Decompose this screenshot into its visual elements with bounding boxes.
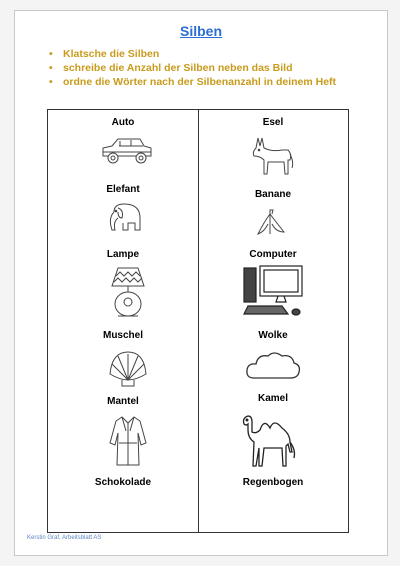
word-kamel: Kamel [257,393,288,404]
word-wolke: Wolke [258,330,288,341]
instruction-item: • schreibe die Anzahl der Silben neben das Bild [49,61,349,75]
elephant-icon [106,202,146,236]
banana-icon [254,208,288,238]
word-muschel: Muschel [102,330,143,341]
word-elefant: Elefant [106,184,140,195]
footer-credit: Kerstin Graf, Arbeitsblatt AS [27,535,102,541]
computer-icon [242,264,304,320]
word-regenbogen: Regenbogen [242,477,304,488]
shell-icon [106,348,150,388]
word-mantel: Mantel [107,396,139,407]
word-esel: Esel [262,117,284,128]
coat-icon [108,413,148,469]
page-title: Silben [179,23,222,39]
word-computer: Computer [249,249,297,260]
worksheet-page [14,10,388,556]
word-banane: Banane [254,189,292,200]
camel-icon [238,410,300,468]
word-auto: Auto [111,117,135,128]
car-icon [100,134,154,168]
word-lampe: Lampe [106,249,140,260]
word-schokolade: Schokolade [94,477,152,488]
donkey-icon [250,132,294,176]
column-divider [198,110,199,532]
lamp-icon [108,266,148,320]
cloud-icon [244,350,302,382]
instruction-item: • ordne die Wörter nach der Silbenanzahl in deinem Heft [49,75,349,89]
instruction-item: • Klatsche die Silben [49,47,349,61]
instruction-list [49,47,349,89]
word-table [47,109,349,533]
